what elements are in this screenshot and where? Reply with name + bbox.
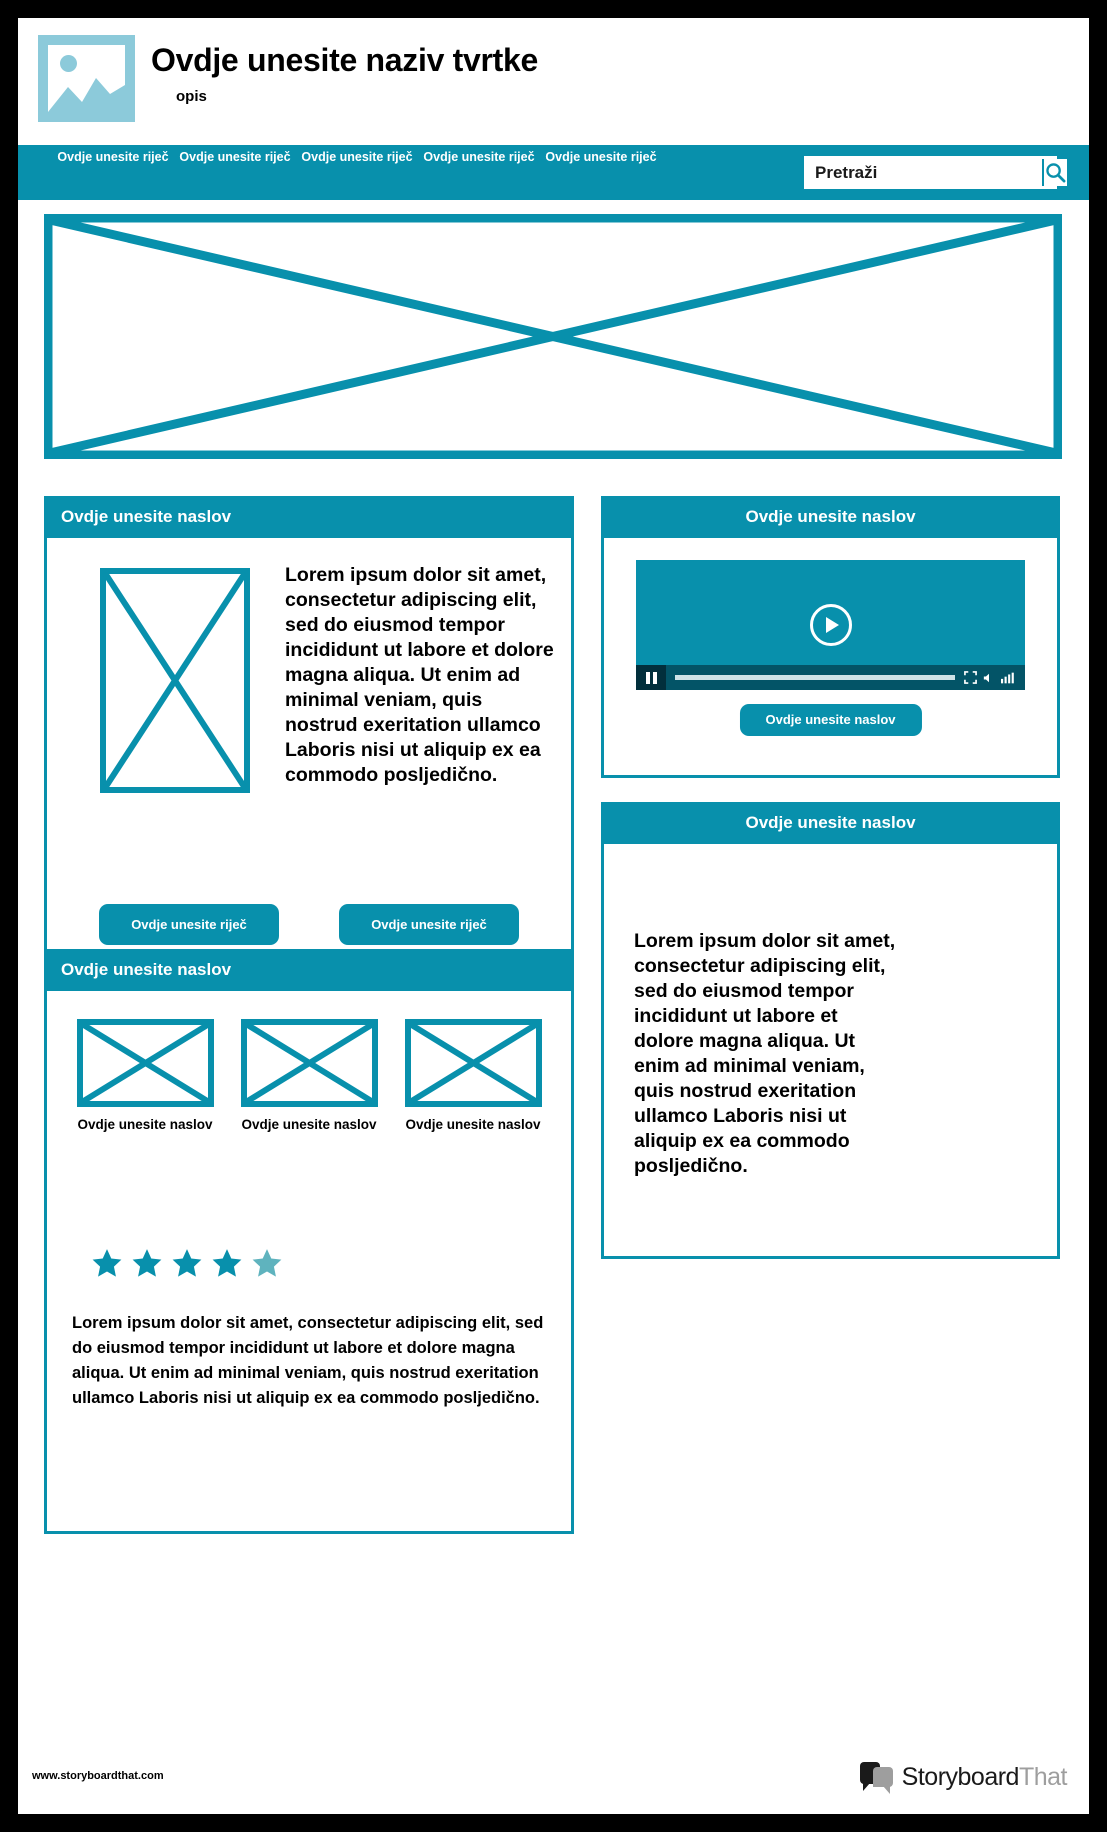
video-card [601,496,1060,778]
thumbnail-item-2[interactable] [241,1019,378,1133]
video-card-body [601,538,1060,778]
nav-item-2[interactable]: Ovdje unesite riječ [179,150,291,164]
nav-item-5[interactable]: Ovdje unesite riječ [545,150,657,164]
volume-icon[interactable] [983,672,995,684]
search-icon [1044,161,1067,184]
star-icon-4 [211,1247,243,1279]
text-card-paragraph: Lorem ipsum dolor sit amet, consectetur adipiscing elit, sed do eiusmod tempor incididunt ut labore et dolore magna aliqua. Ut enim ad minimal veniam, quis nostrud exeritation ullamco Laboris nisi ut aliquip ex ea commodo posljedično. [634,930,896,1177]
thumbnail-list [47,1019,571,1133]
thumbnail-image-placeholder [77,1019,214,1107]
thumbnail-image-placeholder [405,1019,542,1107]
video-controls [636,665,1025,690]
pause-icon[interactable] [636,665,666,690]
thumbnail-caption: Ovdje unesite naslov [77,1117,213,1132]
image-placeholder-crossed-box [241,1019,378,1107]
star-rating[interactable] [91,1247,283,1279]
article-button-1[interactable]: Ovdje unesite riječ [99,904,279,945]
speech-bubbles-icon [860,1762,894,1792]
fullscreen-icon[interactable] [964,671,977,684]
nav-item-3[interactable]: Ovdje unesite riječ [301,150,413,164]
mountain-icon [48,72,125,112]
image-placeholder-crossed-box [77,1019,214,1107]
brand-wordmark [902,1763,1067,1792]
image-placeholder-crossed-box [44,214,1062,459]
search-box [804,156,1057,189]
image-placeholder-icon [48,45,125,112]
gallery-card-body [44,991,574,1534]
thumbnail-item-1[interactable] [77,1019,214,1133]
article-button-2[interactable]: Ovdje unesite riječ [339,904,519,945]
nav-item-1[interactable]: Ovdje unesite riječ [57,150,169,164]
video-card-title: Ovdje unesite naslov [601,496,1060,538]
video-player[interactable] [636,560,1025,690]
video-progress-bar[interactable] [675,675,955,680]
main-navigation [18,145,1089,200]
footer-url: www.storyboardthat.com [32,1770,164,1782]
article-card [44,496,574,976]
review-text: Lorem ipsum dolor sit amet, consectetur adipiscing elit, sed do eiusmod tempor incididunt ut labore et dolore magna aliqua. Ut enim ad minimal veniam, quis nostrud exeritation ullamco Laboris nisi ut aliquip ex ea commodo posljedično. [72,1314,544,1407]
page-subtitle: opis [176,88,207,105]
page-header [18,18,1089,145]
thumbnail-item-3[interactable] [405,1019,542,1133]
video-caption-button[interactable]: Ovdje unesite naslov [739,704,921,736]
thumbnail-caption: Ovdje unesite naslov [405,1117,541,1132]
article-image-placeholder [100,568,250,793]
star-icon-1 [91,1247,123,1279]
brand-primary: Storyboard [901,1762,1019,1791]
video-control-icons [964,671,1025,684]
equalizer-icon [1001,672,1017,684]
article-body-text: Lorem ipsum dolor sit amet, consectetur adipiscing elit, sed do eiusmod tempor incididunt ut labore et dolore magna aliqua. Ut enim ad minimal veniam, quis nostrud exeritation ullamco Laboris nisi ut aliquip ex ea commodo posljedično. [285,564,554,786]
text-card-body [601,844,1060,1259]
star-icon-3 [171,1247,203,1279]
nav-items [52,145,662,200]
article-card-body [44,538,574,976]
poster-page [18,18,1089,1814]
gallery-card [44,949,574,1534]
brand-secondary: That [1018,1762,1067,1791]
play-icon[interactable] [810,604,852,646]
hero-image-placeholder [44,214,1062,459]
sun-icon [60,55,77,72]
article-button-group [47,904,571,945]
search-input[interactable] [807,159,1042,186]
text-card-title: Ovdje unesite naslov [601,802,1060,844]
article-card-title: Ovdje unesite naslov [44,496,574,538]
text-card [601,802,1060,1259]
gallery-card-title: Ovdje unesite naslov [44,949,574,991]
thumbnail-caption: Ovdje unesite naslov [241,1117,377,1132]
storyboardthat-logo [860,1762,1067,1792]
nav-item-4[interactable]: Ovdje unesite riječ [423,150,535,164]
image-placeholder-crossed-box [100,568,250,793]
image-placeholder-crossed-box [405,1019,542,1107]
star-icon-2 [131,1247,163,1279]
page-title: Ovdje unesite naziv tvrtke [151,42,539,78]
search-button[interactable] [1042,159,1067,186]
play-triangle [826,617,839,633]
company-logo [38,35,135,122]
star-icon-5 [251,1247,283,1279]
thumbnail-image-placeholder [241,1019,378,1107]
